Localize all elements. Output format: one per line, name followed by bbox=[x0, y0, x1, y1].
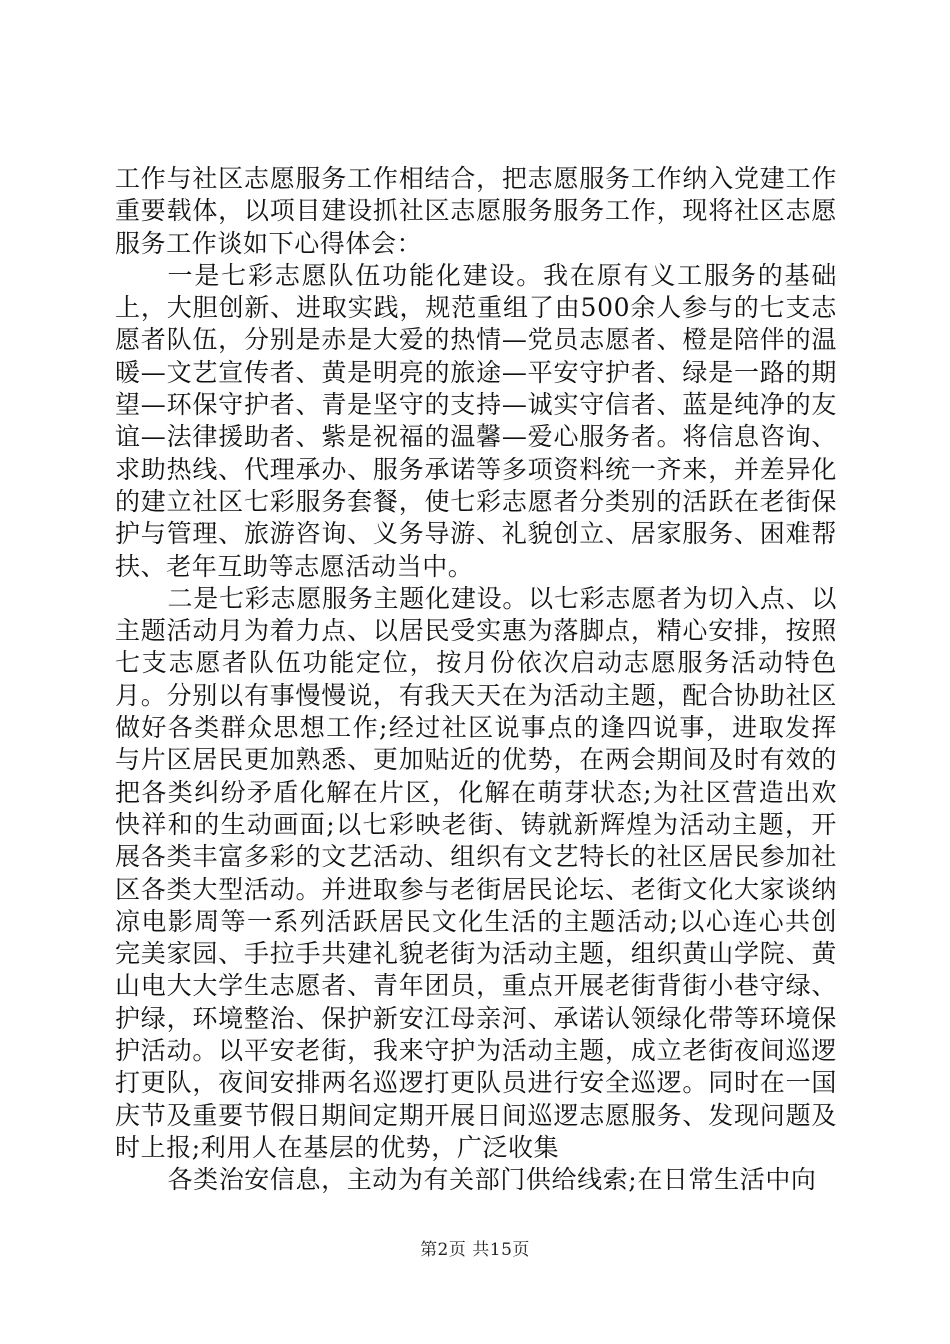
page-number-footer: 第2页 共15页 bbox=[420, 1240, 530, 1260]
paragraph-intro-continuation: 工作与社区志愿服务工作相结合，把志愿服务工作纳入党建工作重要载体，以项目建设抓社区志愿服务服务工作，现将社区志愿服务工作谈如下心得体会： bbox=[115, 164, 837, 258]
paragraph-themed-services: 二是七彩志愿服务主题化建设。以七彩志愿者为切入点、以主题活动月为着力点、以居民受实惠为落脚点，精心安排，按照七支志愿者队伍功能定位，按月份依次启动志愿服务活动特色月。分别以有事慢慢说，有我天天在为活动主题，配合协助社区做好各类群众思想工作;经过社区说事点的逢四说事，进取发挥与片区居民更加熟悉、更加贴近的优势，在两会期间及时有效的把各类纠纷矛盾化解在片区，化解在萌芽状态;为社区营造出欢快祥和的生动画面;以七彩映老街、铸就新辉煌为活动主题，开展各类丰富多彩的文艺活动、组织有文艺特长的社区居民参加社区各类大型活动。并进取参与老街居民论坛、老街文化大家谈纳凉电影周等一系列活跃居民文化生活的主题活动;以心连心共创完美家园、手拉手共建礼貌老街为活动主题，组织黄山学院、黄山电大大学生志愿者、青年团员，重点开展老街背街小巷守绿、护绿，环境整治、保护新安江母亲河、承诺认领绿化带等环境保护活动。以平安老街，我来守护为活动主题，成立老街夜间巡逻打更队，夜间安排两名巡逻打更队员进行安全巡逻。同时在一国庆节及重要节假日期间定期开展日间巡逻志愿服务、发现问题及时上报;利用人在基层的优势，广泛收集 bbox=[115, 583, 837, 1162]
body-text bbox=[115, 163, 837, 1197]
paragraph-security-info: 各类治安信息，主动为有关部门供给线索;在日常生活中向 bbox=[167, 1165, 817, 1195]
paragraph-team-building: 一是七彩志愿队伍功能化建设。我在原有义工服务的基础上，大胆创新、进取实践，规范重组了由500余人参与的七支志愿者队伍，分别是赤是大爱的热情—党员志愿者、橙是陪伴的温暖—文艺宣传者、黄是明亮的旅途—平安守护者、绿是一路的期望—环保守护者、青是坚守的支持—诚实守信者、蓝是纯净的友谊—法律援助者、紫是祝福的温馨—爱心服务者。将信息咨询、求助热线、代理承办、服务承诺等多项资料统一齐来，并差异化的建立社区七彩服务套餐，使七彩志愿者分类别的活跃在老街保护与管理、旅游咨询、义务导游、礼貌创立、居家服务、困难帮扶、老年互助等志愿活动当中。 bbox=[115, 260, 837, 581]
